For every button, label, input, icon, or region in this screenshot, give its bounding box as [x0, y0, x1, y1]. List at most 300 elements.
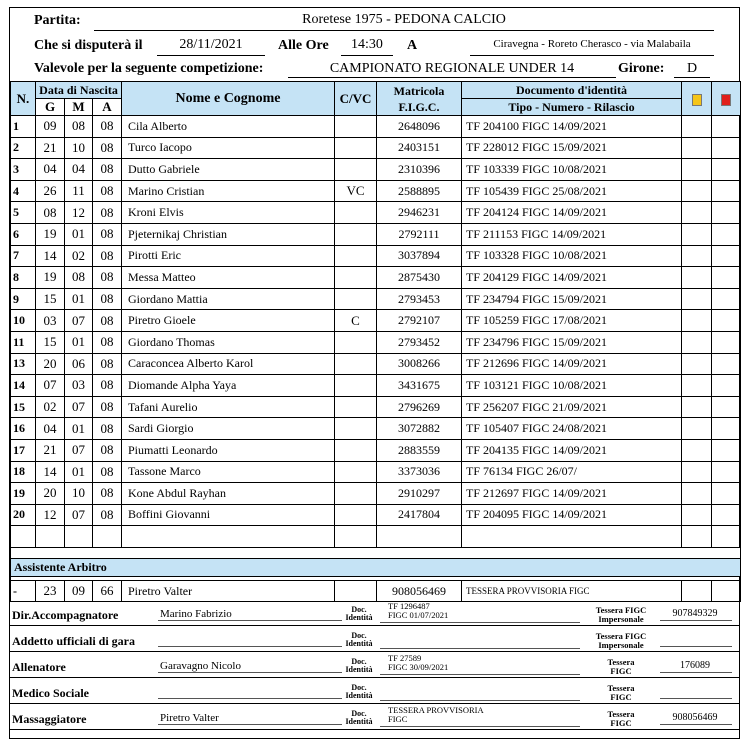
tessera-label-line1: Tessera FIGC: [595, 605, 647, 615]
player-name: Messa Matteo: [122, 267, 335, 289]
yellow-card-icon: [692, 94, 702, 106]
document: TF 212696 FIGC 14/09/2021: [462, 353, 682, 375]
assistente-section: [11, 547, 741, 602]
col-birthdate-header: Data di Nascita: [36, 82, 122, 99]
red-card-cell: [712, 439, 741, 461]
player-number: 18: [11, 461, 36, 483]
doc-label-line2: Identità: [345, 639, 373, 648]
red-card-cell: [712, 180, 741, 202]
red-card-cell: [712, 396, 741, 418]
staff-name: Piretro Valter: [160, 712, 219, 724]
yellow-card-cell: [682, 483, 712, 505]
document: TF 103328 FIGC 10/08/2021: [462, 245, 682, 267]
staff-row: [10, 678, 739, 704]
staff-doc-line1: TESSERA PROVVISORIA: [388, 705, 484, 715]
player-number: 4: [11, 180, 36, 202]
birth-month: 07: [65, 396, 93, 418]
red-card-cell: [712, 353, 741, 375]
player-row: [11, 288, 741, 310]
birth-day: 14: [36, 245, 65, 267]
red-card-cell: [712, 159, 741, 181]
matricola: 2946231: [377, 202, 462, 224]
time-underline: [341, 55, 393, 56]
staff-doc-line2: FIGC: [388, 714, 408, 724]
captain-flag: [335, 375, 377, 397]
red-card-cell: [712, 288, 741, 310]
col-red-card: [712, 82, 741, 116]
doc-label-line2: Identità: [345, 691, 373, 700]
yellow-card-cell: [682, 396, 712, 418]
player-row: [11, 461, 741, 483]
player-number: 17: [11, 439, 36, 461]
captain-flag: [335, 439, 377, 461]
doc-label-line1: Doc.: [351, 631, 367, 640]
birth-day: 12: [36, 504, 65, 526]
captain-flag: [335, 288, 377, 310]
birth-month: 08: [65, 116, 93, 138]
staff-name-underline: [158, 698, 342, 699]
assistente-matricola: 908056469: [377, 580, 462, 602]
staff-document: [380, 654, 580, 675]
partita-label: Partita:: [34, 13, 81, 28]
birth-month: 01: [65, 331, 93, 353]
document: TF 234794 FIGC 15/09/2021: [462, 288, 682, 310]
red-card-cell: [712, 137, 741, 159]
player-row: [11, 353, 741, 375]
matricola: 2883559: [377, 439, 462, 461]
document: TF 204095 FIGC 14/09/2021: [462, 504, 682, 526]
tessera-label-line1: Tessera: [607, 683, 635, 693]
tessera-label: [586, 684, 656, 701]
a-label: A: [407, 38, 418, 53]
matricola-label: Matricola: [393, 83, 445, 98]
tessera-label: [586, 658, 656, 675]
yellow-card-cell: [682, 331, 712, 353]
matricola: 2793452: [377, 331, 462, 353]
player-number: 2: [11, 137, 36, 159]
staff-role: Medico Sociale: [12, 686, 89, 700]
tessera-label: [586, 710, 656, 727]
red-card-cell: [712, 202, 741, 224]
birth-year: 08: [93, 137, 122, 159]
staff-name-underline: [158, 620, 342, 621]
player-row: [11, 375, 741, 397]
captain-flag: [335, 116, 377, 138]
yellow-card-cell: [682, 202, 712, 224]
birth-day: 02: [36, 396, 65, 418]
yellow-card-cell: [682, 418, 712, 440]
staff-row: [10, 626, 739, 652]
birth-day: 08: [36, 202, 65, 224]
staff-name-underline: [158, 672, 342, 673]
red-card-cell: [712, 116, 741, 138]
yellow-card-cell: [682, 137, 712, 159]
birth-month: 02: [65, 245, 93, 267]
birth-year: 08: [93, 267, 122, 289]
document: TF 204100 FIGC 14/09/2021: [462, 116, 682, 138]
date-underline: [157, 55, 265, 56]
staff-row: [10, 704, 739, 730]
doc-label-line2: Identità: [345, 613, 373, 622]
player-number: 13: [11, 353, 36, 375]
document: TF 228012 FIGC 15/09/2021: [462, 137, 682, 159]
competition-underline: [288, 77, 616, 78]
doc-label-line1: Doc.: [351, 605, 367, 614]
staff-role: Addetto ufficiali di gara: [12, 634, 135, 648]
player-number: 10: [11, 310, 36, 332]
doc-label: [342, 606, 376, 622]
matricola: 2648096: [377, 116, 462, 138]
player-name: Boffini Giovanni: [122, 504, 335, 526]
yellow-card-cell: [682, 245, 712, 267]
player-number: 19: [11, 483, 36, 505]
assistente-m: 09: [65, 580, 93, 602]
player-number: 16: [11, 418, 36, 440]
col-n-header: N.: [11, 82, 36, 116]
birth-day: 15: [36, 331, 65, 353]
document: TF 76134 FIGC 26/07/: [462, 461, 682, 483]
birth-year: 08: [93, 504, 122, 526]
staff-role: Dir.Accompagnatore: [12, 608, 119, 622]
player-row: [11, 310, 741, 332]
birth-year: 08: [93, 288, 122, 310]
birth-year: 08: [93, 180, 122, 202]
birth-day: 20: [36, 353, 65, 375]
player-row: [11, 223, 741, 245]
staff-role: Allenatore: [12, 660, 66, 674]
birth-year: 08: [93, 461, 122, 483]
red-card-cell: [712, 504, 741, 526]
birth-day: [36, 526, 65, 548]
tessera-underline: [660, 672, 732, 673]
matricola: 2417804: [377, 504, 462, 526]
tessera-value: 176089: [680, 660, 710, 671]
red-card-cell: [712, 245, 741, 267]
doc-label-line1: Doc.: [351, 683, 367, 692]
tessera-underline: [660, 724, 732, 725]
assistente-a: 66: [93, 580, 122, 602]
birth-year: 08: [93, 375, 122, 397]
document: TF 105407 FIGC 24/08/2021: [462, 418, 682, 440]
birth-year: 08: [93, 310, 122, 332]
birth-day: 21: [36, 137, 65, 159]
girone-underline: [674, 77, 710, 78]
player-name: Caraconcea Alberto Karol: [122, 353, 335, 375]
red-card-cell: [712, 267, 741, 289]
doc-label: [342, 710, 376, 726]
assistente-row: [11, 580, 741, 602]
player-name: Diomande Alpha Yaya: [122, 375, 335, 397]
birth-day: 15: [36, 288, 65, 310]
yellow-card-cell: [682, 526, 712, 548]
staff-name: Garavagno Nicolo: [160, 660, 241, 672]
staff-doc-line2: FIGC 30/09/2021: [388, 662, 449, 672]
captain-flag: [335, 526, 377, 548]
player-name: Marino Cristian: [122, 180, 335, 202]
player-name: Tassone Marco: [122, 461, 335, 483]
document: TF 105439 FIGC 25/08/2021: [462, 180, 682, 202]
assistente-g: 23: [36, 580, 65, 602]
red-card-cell: [712, 223, 741, 245]
captain-flag: [335, 396, 377, 418]
player-row: [11, 396, 741, 418]
yellow-card-cell: [682, 504, 712, 526]
doc-label: [342, 684, 376, 700]
birth-day: 04: [36, 418, 65, 440]
birth-month: 10: [65, 483, 93, 505]
doc-label-line1: Doc.: [351, 657, 367, 666]
player-name: Piumatti Leonardo: [122, 439, 335, 461]
girone-label: Girone:: [618, 61, 665, 76]
yellow-card-cell: [682, 223, 712, 245]
birth-month: 10: [65, 137, 93, 159]
document: [462, 526, 682, 548]
birth-month: 04: [65, 159, 93, 181]
matricola: 3072882: [377, 418, 462, 440]
staff-doc-line1: TF 1296487: [388, 601, 430, 611]
player-row: [11, 159, 741, 181]
tessera-label-line2: Impersonale: [598, 613, 644, 624]
match-date: 28/11/2021: [179, 37, 243, 52]
partita-underline: [94, 30, 714, 31]
player-row: [11, 504, 741, 526]
birth-day: 09: [36, 116, 65, 138]
birth-year: 08: [93, 353, 122, 375]
staff-document: [380, 602, 580, 623]
col-yellow-card: [682, 82, 712, 116]
player-number: 14: [11, 375, 36, 397]
figc-label: F.I.G.C.: [398, 99, 440, 114]
player-row: [11, 331, 741, 353]
birth-year: [93, 526, 122, 548]
matricola: 2588895: [377, 180, 462, 202]
players-table: [10, 81, 741, 602]
player-row: [11, 267, 741, 289]
col-documento-header: Documento d'identità: [462, 82, 682, 99]
assistente-n: -: [11, 580, 36, 602]
player-name: Giordano Thomas: [122, 331, 335, 353]
birth-month: 07: [65, 439, 93, 461]
matricola: [377, 526, 462, 548]
birth-day: 04: [36, 159, 65, 181]
birth-month: 08: [65, 267, 93, 289]
yellow-card-cell: [682, 180, 712, 202]
assistente-name: Piretro Valter: [122, 580, 335, 602]
yellow-card-cell: [682, 288, 712, 310]
document: TF 234796 FIGC 15/09/2021: [462, 331, 682, 353]
player-number: 15: [11, 396, 36, 418]
doc-label-line2: Identità: [345, 665, 373, 674]
matricola: 2796269: [377, 396, 462, 418]
birth-month: 03: [65, 375, 93, 397]
document: TF 103339 FIGC 10/08/2021: [462, 159, 682, 181]
col-name-header: Nome e Cognome: [122, 82, 335, 116]
player-number: 1: [11, 116, 36, 138]
staff-name-underline: [158, 646, 342, 647]
player-name: Giordano Mattia: [122, 288, 335, 310]
player-number: 8: [11, 267, 36, 289]
captain-flag: VC: [335, 180, 377, 202]
staff-row: [10, 652, 739, 678]
red-card-cell: [712, 526, 741, 548]
player-name: Pjeternikaj Christian: [122, 223, 335, 245]
tessera-value: 907849329: [672, 608, 718, 619]
red-card-cell: [712, 418, 741, 440]
tessera-underline: [660, 698, 732, 699]
player-number: 11: [11, 331, 36, 353]
red-card-cell: [712, 375, 741, 397]
staff-row: [10, 600, 739, 626]
player-row: [11, 418, 741, 440]
birth-day: 20: [36, 483, 65, 505]
players-body: [11, 116, 741, 548]
red-card-cell: [712, 331, 741, 353]
staff-document: [380, 680, 580, 701]
col-a-header: A: [93, 99, 122, 116]
match-time: 14:30: [351, 37, 383, 52]
staff-name: Marino Fabrizio: [160, 608, 232, 620]
birth-year: 08: [93, 116, 122, 138]
player-number: 5: [11, 202, 36, 224]
doc-label: [342, 658, 376, 674]
red-card-cell: [712, 310, 741, 332]
document: TF 103121 FIGC 10/08/2021: [462, 375, 682, 397]
matricola: 2792107: [377, 310, 462, 332]
assistente-yellow: [682, 580, 712, 602]
document: TF 212697 FIGC 14/09/2021: [462, 483, 682, 505]
player-row: [11, 116, 741, 138]
spacer-row: [11, 547, 741, 558]
red-card-cell: [712, 461, 741, 483]
matricola: 3037894: [377, 245, 462, 267]
player-number: 3: [11, 159, 36, 181]
player-name: Pirotti Eric: [122, 245, 335, 267]
staff-document: [380, 628, 580, 649]
captain-flag: [335, 483, 377, 505]
tessera-label-line2: FIGC: [610, 717, 632, 728]
alle-ore-label: Alle Ore: [278, 38, 329, 53]
captain-flag: [335, 267, 377, 289]
birth-year: 08: [93, 418, 122, 440]
player-number: 20: [11, 504, 36, 526]
document: TF 256207 FIGC 21/09/2021: [462, 396, 682, 418]
matricola: 2310396: [377, 159, 462, 181]
yellow-card-cell: [682, 116, 712, 138]
tessera-label-line2: FIGC: [610, 665, 632, 676]
player-name: [122, 526, 335, 548]
birth-month: 07: [65, 504, 93, 526]
staff-doc-line1: TF 27589: [388, 653, 422, 663]
tessera-label-line1: Tessera FIGC: [595, 631, 647, 641]
birth-month: 01: [65, 461, 93, 483]
player-name: Dutto Gabriele: [122, 159, 335, 181]
staff-document: [380, 706, 580, 727]
disputera-label: Che si disputerà il: [34, 38, 143, 53]
birth-year: 08: [93, 396, 122, 418]
player-name: Kone Abdul Rayhan: [122, 483, 335, 505]
captain-flag: [335, 159, 377, 181]
col-cvc-header: C/VC: [335, 82, 377, 116]
yellow-card-cell: [682, 353, 712, 375]
captain-flag: [335, 245, 377, 267]
captain-flag: [335, 223, 377, 245]
matricola: 2910297: [377, 483, 462, 505]
player-number: 6: [11, 223, 36, 245]
assistente-title: Assistente Arbitro: [11, 558, 741, 576]
yellow-card-cell: [682, 159, 712, 181]
assistente-cvc: [335, 580, 377, 602]
player-name: Sardi Giorgio: [122, 418, 335, 440]
red-card-cell: [712, 483, 741, 505]
player-name: Tafani Aurelio: [122, 396, 335, 418]
birth-month: 07: [65, 310, 93, 332]
matricola: 3431675: [377, 375, 462, 397]
girone-value: D: [686, 61, 698, 76]
tessera-label-line1: Tessera: [607, 709, 635, 719]
player-name: Cila Alberto: [122, 116, 335, 138]
player-name: Kroni Elvis: [122, 202, 335, 224]
player-row: [11, 245, 741, 267]
matricola: 2403151: [377, 137, 462, 159]
birth-day: 19: [36, 223, 65, 245]
yellow-card-cell: [682, 375, 712, 397]
col-m-header: M: [65, 99, 93, 116]
player-row: [11, 439, 741, 461]
tessera-label-line1: Tessera: [607, 657, 635, 667]
birth-year: 08: [93, 483, 122, 505]
yellow-card-cell: [682, 310, 712, 332]
assistente-red: [712, 580, 741, 602]
player-row: [11, 483, 741, 505]
document: TF 211153 FIGC 14/09/2021: [462, 223, 682, 245]
birth-day: 21: [36, 439, 65, 461]
document: TF 105259 FIGC 17/08/2021: [462, 310, 682, 332]
staff-role: Massaggiatore: [12, 712, 87, 726]
tessera-value: 908056469: [672, 712, 718, 723]
captain-flag: [335, 331, 377, 353]
matricola: 2793453: [377, 288, 462, 310]
matricola: 2792111: [377, 223, 462, 245]
birth-month: 11: [65, 180, 93, 202]
birth-year: 08: [93, 245, 122, 267]
valevole-label: Valevole per la seguente competizione:: [34, 61, 264, 76]
assistente-doc: TESSERA PROVVISORIA FIGC: [462, 580, 682, 602]
staff-doc-line2: FIGC 01/07/2021: [388, 610, 449, 620]
birth-day: 03: [36, 310, 65, 332]
match-location: Ciravegna - Roreto Cherasco - via Malabaila: [493, 38, 691, 50]
birth-day: 19: [36, 267, 65, 289]
captain-flag: C: [335, 310, 377, 332]
document: TF 204124 FIGC 14/09/2021: [462, 202, 682, 224]
tessera-label: [586, 632, 656, 649]
doc-label: [342, 632, 376, 648]
tessera-label-line2: FIGC: [610, 691, 632, 702]
doc-label-line1: Doc.: [351, 709, 367, 718]
player-name: Turco Iacopo: [122, 137, 335, 159]
birth-month: [65, 526, 93, 548]
document: TF 204135 FIGC 14/09/2021: [462, 439, 682, 461]
birth-year: 08: [93, 439, 122, 461]
player-row: [11, 202, 741, 224]
birth-year: 08: [93, 223, 122, 245]
yellow-card-cell: [682, 461, 712, 483]
col-g-header: G: [36, 99, 65, 116]
location-underline: [470, 55, 714, 56]
player-row: [11, 137, 741, 159]
captain-flag: [335, 461, 377, 483]
birth-year: 08: [93, 331, 122, 353]
player-row: [11, 180, 741, 202]
